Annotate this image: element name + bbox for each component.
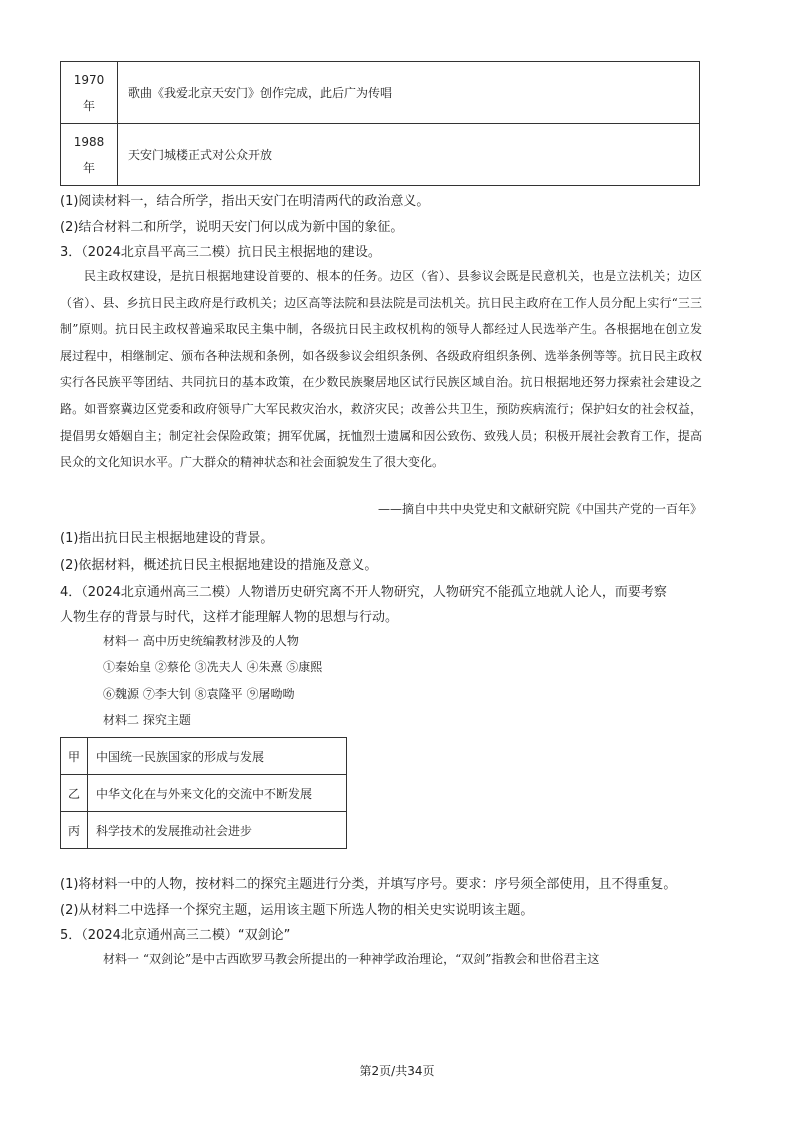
theme-text: 科学技术的发展推动社会进步	[88, 812, 347, 849]
q2-sub1: (1)阅读材料一，结合所学，指出天安门在明清两代的政治意义。	[60, 194, 430, 209]
q4-material2-title: 材料二 探究主题	[103, 713, 191, 727]
q4-heading-line1: 4．（2024北京通州高三二模）人物谱历史研究离不开人物研究，人物研究不能孤立地就人论人，而要考察	[60, 585, 667, 600]
table-row	[61, 124, 700, 186]
q2-sub2: (2)结合材料二和所学，说明天安门何以成为新中国的象征。	[60, 220, 404, 235]
q3-passage: 民主政权建设，是抗日根据地建设首要的、根本的任务。边区（省）、县参议会既是民意机关，也是立法机关；边区（省）、县、乡抗日民主政府是行政机关；边区高等法院和县法院是司法机关。抗日民主政府在工作人员分配上实行“三三制”原则。抗日民主政权普遍采取民主集中制，各级抗日民主政权机构的领导人都经过人民选举产生。各根据地在创立发展过程中，相继制定、颁布各种法规和条例，如各级参议会组织条例、各级政府组织条例、选举条例等等。抗日民主政权实行各民族平等团结、共同抗日的基本政策，在少数民族聚居地区试行民族区域自治。抗日根据地还努力探索社会建设之路。如晋察冀边区党委和政府领导广大军民救灾治水，救济灾民；改善公共卫生，预防疾病流行；保护妇女的社会权益，提倡男女婚姻自主；制定社会保险政策；拥军优属，抚恤烈士遗属和因公致伤、致残人员；积极开展社会教育工作，提高民众的文化知识水平。广大群众的精神状态和社会面貌发生了很大变化。	[60, 269, 702, 470]
q4-sub1: (1)将材料一中的人物，按材料二的探究主题进行分类，并填写序号。要求：序号须全部使用，且不得重复。	[60, 877, 677, 892]
page-number: 第2页/共34页	[359, 1064, 435, 1078]
theme-key: 乙	[61, 775, 88, 812]
history-timeline-table	[60, 61, 700, 186]
q3-source: ——摘自中共中央党史和文献研究院《中国共产党的一百年》	[377, 502, 702, 516]
table-row	[61, 738, 347, 775]
year-cell: 1970 年	[61, 62, 118, 124]
q4-heading-line2: 人物生存的背景与时代，这样才能理解人物的思想与行动。	[60, 610, 399, 625]
q3-sub2: (2)依据材料，概述抗日民主根据地建设的措施及意义。	[60, 558, 378, 573]
q3-sub1: (1)指出抗日民主根据地建设的背景。	[60, 531, 274, 546]
theme-text: 中国统一民族国家的形成与发展	[88, 738, 347, 775]
event-cell: 歌曲《我爱北京天安门》创作完成，此后广为传唱	[118, 62, 700, 124]
theme-key: 甲	[61, 738, 88, 775]
q3-heading: 3．（2024北京昌平高三二模）抗日民主根据地的建设。	[60, 245, 381, 260]
q4-sub2: (2)从材料二中选择一个探究主题，运用该主题下所选人物的相关史实说明该主题。	[60, 903, 534, 918]
table-row	[61, 812, 347, 849]
q4-people-row1: ①秦始皇 ②蔡伦 ③冼夫人 ④朱熹 ⑤康熙	[103, 660, 323, 674]
year-cell: 1988 年	[61, 124, 118, 186]
event-cell: 天安门城楼正式对公众开放	[118, 124, 700, 186]
table-row	[61, 775, 347, 812]
theme-text: 中华文化在与外来文化的交流中不断发展	[88, 775, 347, 812]
q5-material1: 材料一 “双剑论”是中古西欧罗马教会所提出的一种神学政治理论，“双剑”指教会和世俗君主这	[103, 952, 600, 966]
q5-heading: 5．（2024北京通州高三二模）“双剑论”	[60, 928, 291, 943]
q4-people-row2: ⑥魏源 ⑦李大钊 ⑧袁隆平 ⑨屠呦呦	[103, 687, 295, 701]
research-theme-table	[60, 737, 347, 849]
theme-key: 丙	[61, 812, 88, 849]
table-row	[61, 62, 700, 124]
q4-material1-title: 材料一 高中历史统编教材涉及的人物	[103, 634, 299, 648]
